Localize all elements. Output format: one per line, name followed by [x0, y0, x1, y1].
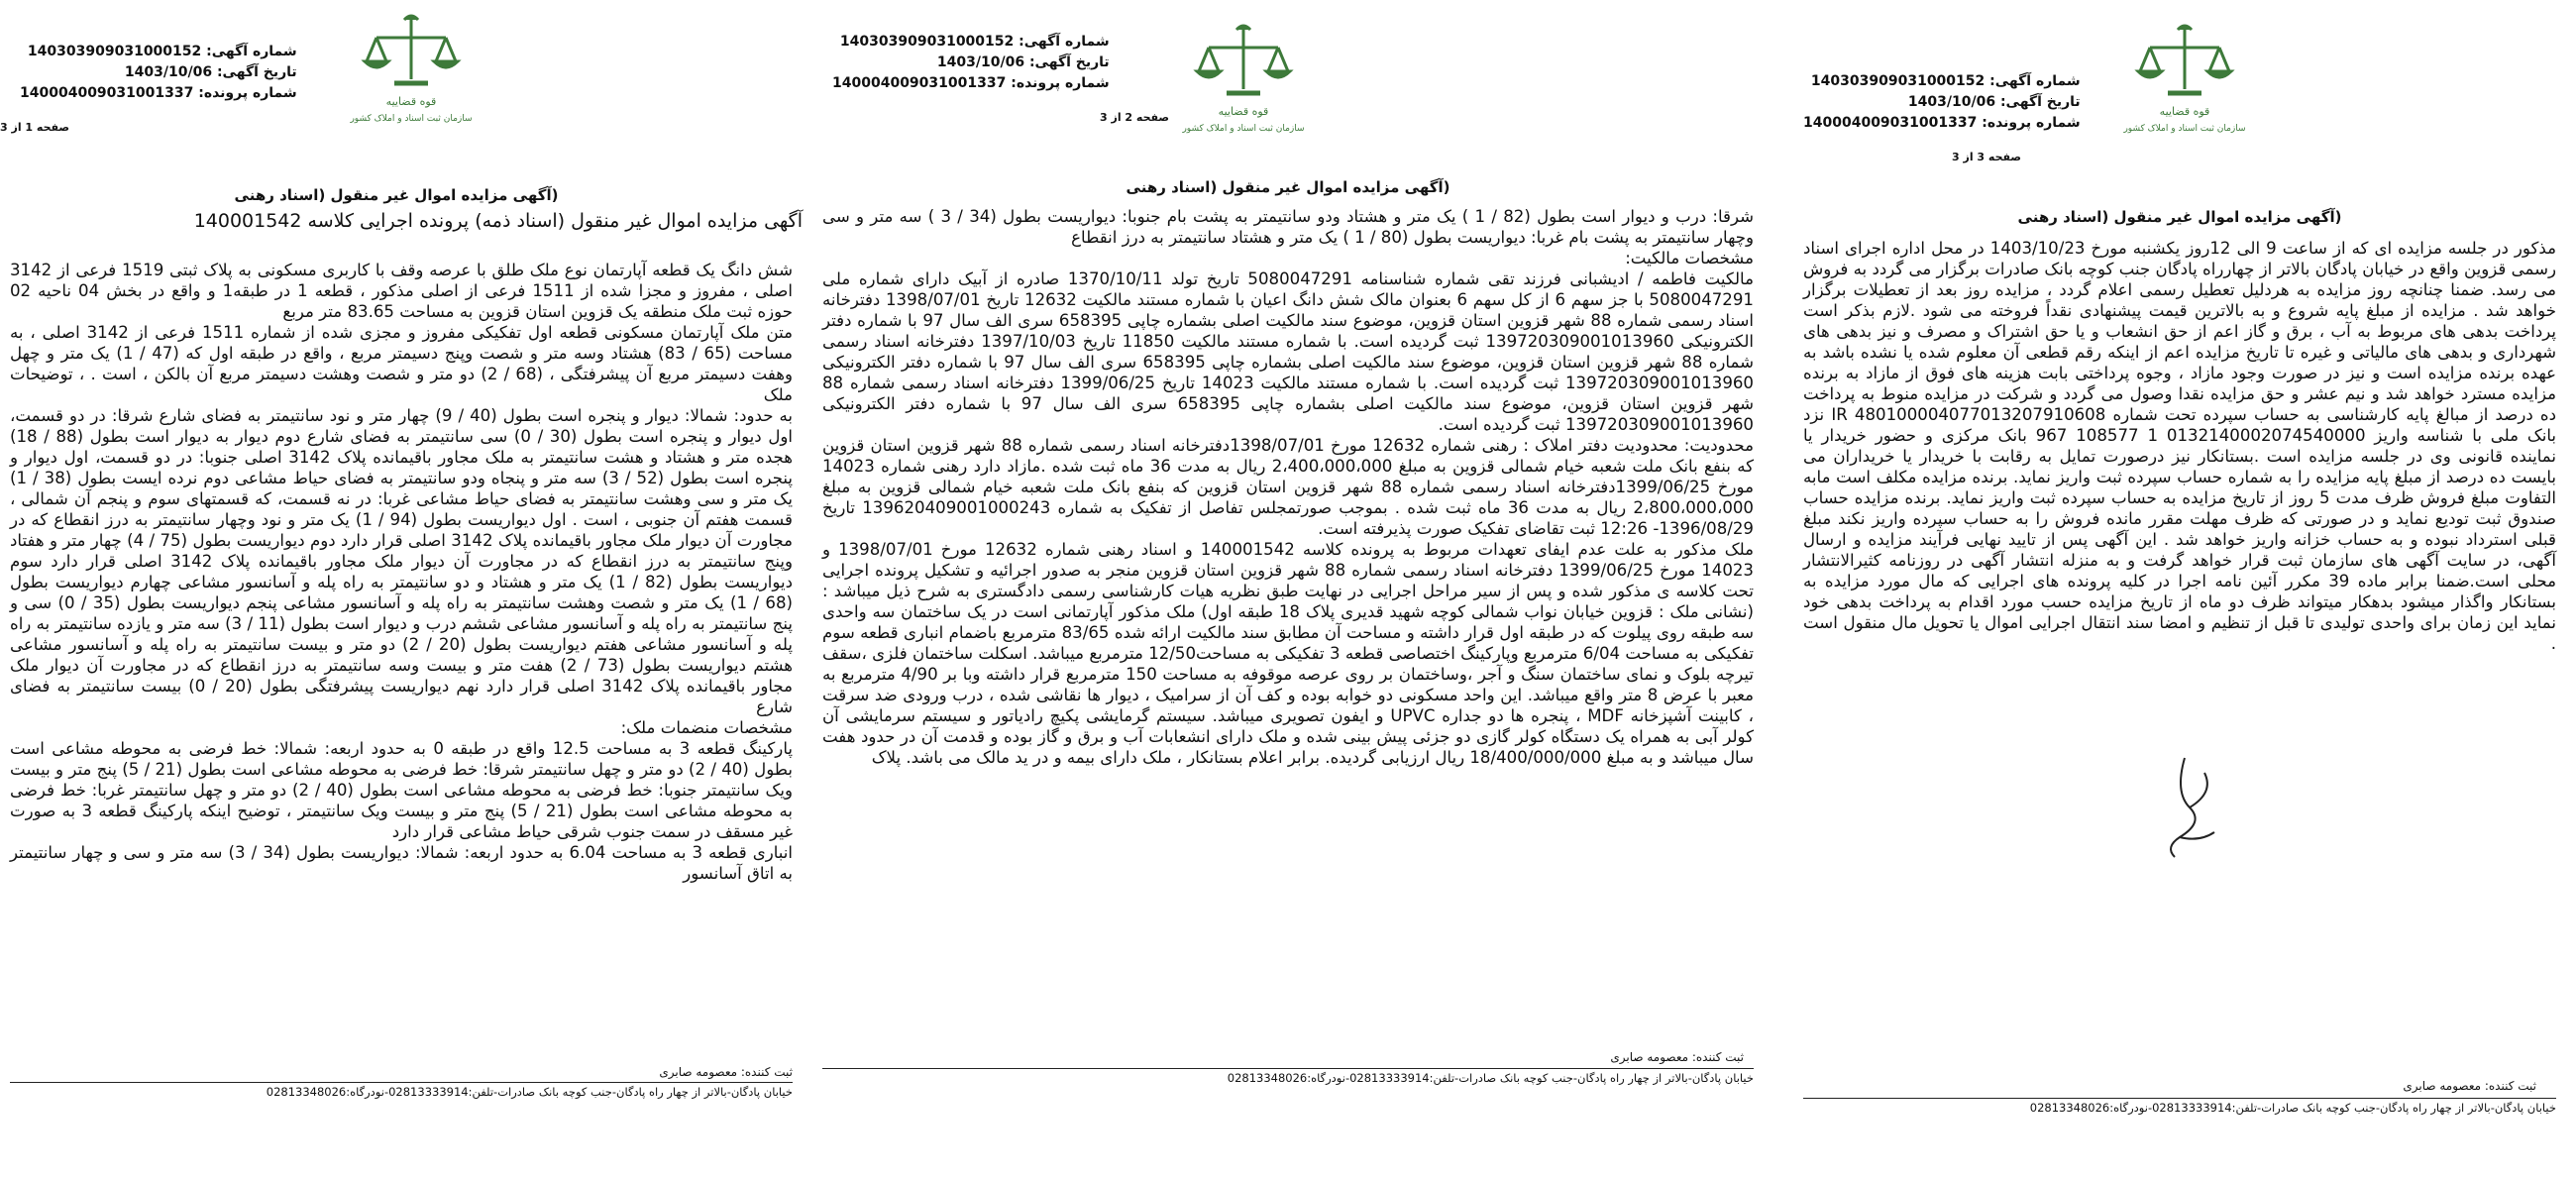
notice-heading: (آگهی مزایده اموال غیر منقول (اسناد رهنی — [234, 186, 559, 204]
logo-caption-top: قوه قضاییه — [385, 95, 437, 108]
page-number: صفحه 2 از 3 — [1100, 111, 1170, 124]
ad-number: شماره آگهی: 140303909031000152 — [1810, 73, 2081, 89]
notice-body: مذکور در جلسه مزایده ای که از ساعت 9 الی 12روز یکشنبه مورخ 1403/10/23 در محل اداره اجرای اسناد رسمی قزوین واقع در خیابان پادگان بالاتر از چهارراه پادگان جنب کوچه بانک صادرات برگزار می گردد به فروش می رسد. ضمنا چنانچه روز مزایده به هردلیل تعطیل رسمی اعلام گردد ، مزایده روز بعد از تعطیلات برگزار خواهد شد . مزایده از مبلغ پایه شروع و به بالاترین قیمت پیشنهادی نقداً فروخته می شود .لازم بذکر است پرداخت بدهی های مربوط به آب ، برق و گاز اعم از حق انشعاب و یا حق اشتراک و مصرف و نیز بدهی های شهرداری و بدهی های مالیاتی و غیره تا تاریخ مزایده اعم از اینکه رقم قطعی آن معلوم شده یا نشده باشد به عهده برنده مزایده است و نیز در صورت وجود مازاد ، وجوه پرداختی بابت هزینه های فوق از مازاد به برنده مزایده مسترد خواهد شد و نیم عشر و حق مزایده نقدا وصول می گردد و شرکت در مزایده منوط به پرداخت ده درصد از مبالغ پایه کارشناسی به حساب سپرده تحت شماره IR 480100004077013207910608 نزد بانک ملی با شناسه واریز 0132140002074540000 1 108577 967 بانک مرکزی و حضور خریدار یا نماینده قانونی وی در جلسه مزایده است .بستانکار نیز درصورت تمایل به رقابت با خریدار یا خریداران می بایست ده درصد از مبلغ پایه مزایده را به شماره حساب سپرده ثبت واریز نماید. برنده مزایده مکلف است مابه التفاوت مبلغ فروش ظرف مدت 5 روز از تاریخ مزایده به حساب سپرده ثبت واریز نماید. برنده مزایده حساب صندوق ثبت تودیع نماید و در صورتی که ظرف مهلت مقرر مانده فروش را به حساب سپرده واریز نکند مبلغ قبلی استرداد نبوده و به حساب خزانه واریز خواهد شد . این آگهی پس از تایید نهایی فرآیند مزایده و ارسال آگهی، در سایت آگهی های سازمان ثبت قرار خواهد گرفت و به منزله انتشار آگهی در روزنامه کثیرالانتشار محلی است.ضمنا برابر ماده 39 مکرر آئین نامه اجرا در کلیه پرونده های اجرایی که مال مورد مزایده به بستانکار واگذار میشود بدهکار میتواند ظرف دو ماه از تاریخ مزایده حسب مورد اقدام به پرداخت بدهی خود نماید این زمان برای واحدی تولیدی تا قبل از تنظیم و امضا سند انتقال اجرایی اموال یا تحویل مال منقول است . — [1797, 239, 2557, 653]
footer-address: خیابان پادگان-بالاتر از چهار راه پادگان-جنب کوچه بانک صادرات-تلفن:02813333914-نودرگاه:02813348026 — [1803, 1098, 2556, 1115]
scales-emblem-icon — [1179, 20, 1308, 139]
ad-meta — [1803, 71, 2081, 134]
signer-line: ثبت کننده: معصومه صابری — [659, 1065, 793, 1079]
judiciary-logo — [347, 10, 476, 129]
scales-emblem-icon — [347, 10, 476, 129]
ad-date: تاریخ آگهی: 1403/10/06 — [124, 64, 297, 80]
scales-emblem-icon — [2120, 20, 2249, 139]
ad-meta — [832, 32, 1110, 94]
notice-heading: (آگهی مزایده اموال غیر منقول (اسناد رهنی — [1126, 178, 1450, 196]
signer-line: ثبت کننده: معصومه صابری — [1610, 1050, 1744, 1064]
case-number: شماره پرونده: 140004009031001337 — [832, 75, 1110, 91]
case-number: شماره پرونده: 140004009031001337 — [20, 85, 297, 101]
judiciary-logo — [2120, 20, 2249, 139]
ad-date: تاریخ آگهی: 1403/10/06 — [936, 54, 1110, 70]
ad-number: شماره آگهی: 140303909031000152 — [839, 34, 1110, 50]
page-1 — [1783, 0, 2576, 1179]
notice-body: شش دانگ یک قطعه آپارتمان نوع ملک طلق با عرصه وقف با کاربری مسکونی به پلاک ثبتی 1519 فرعی از 3142 اصلی ، مفروز و مجزا شده از 1511 فرعی از اصلی مذکور ، قطعه 1 در طبقه1 و واقع در بخش 04 ناحیه 02 حوزه ثبت ملک منطقه یک قزوین استان قزوین به مساحت 83.65 متر مربع متن ملک آپارتمان مسکونی قطعه اول تفکیکی مفروز و مجزی شده از شماره 1511 فرعی از 3142 اصلی ، به مساحت (65 / 83) هشتاد وسه متر و شصت وپنج دسیمتر مربع ، واقع در طبقه اول که (47 / 1) یک متر و چهل وهفت دسیمتر مربع آن پیشرفتگی ، (68 / 2) دو متر و شصت وهشت دسیمتر مربع آن بالکن ، است . ، توضیحات ملک به حدود: شمالا: دیوار و پنجره است بطول (40 / 9) چهار متر و نود سانتیمتر به فضای شارع شرقا: در دو قسمت، اول دیوار و پنجره است بطول (30 / 0) سی سانتیمتر به فضای شارع دوم دیوار به دیوار است بطول (88 / 18) هجده متر و هشتاد و هشت سانتیمتر به ملک مجاور باقیمانده پلاک 3142 اصلی جنوبا: در دو قسمت، اول دیوار و پنجره است بطول (52 / 3) سه متر و پنجاه ودو سانتیمتر به فضای حیاط مشاعی دوم نرده ایست بطول (38 / 1) یک متر و سی وهشت سانتیمتر به فضای حیاط مشاعی غربا: در نه قسمت، که قسمتهای سوم و پنجم آن شمالی ، قسمت هفتم آن جنوبی ، است . اول دیواریست بطول (94 / 1) یک متر و نود وچهار سانتیمتر به درز انقطاع که در مجاورت آن دیوار ملک مجاور باقیمانده پلاک 3142 اصلی قرار دارد دوم دیواریست بطول (75 / 4) چهار متر و هفتاد وپنج سانتیمتر به درز انقطاع که در مجاورت آن دیوار ملک مجاور باقیمانده پلاک 3142 اصلی قرار دارد سوم دیواریست بطول (82 / 1) یک متر و هشتاد و دو سانتیمتر به راه پله و آسانسور مشاعی چهارم دیواریست بطول (68 / 1) یک متر و شصت وهشت سانتیمتر به راه پله و آسانسور مشاعی پنجم دیواریست بطول (35 / 0) سی و پنج سانتیمتر به راه پله و آسانسور مشاعی ششم درب و دیوار است بطول (11 / 3) سه متر و یازده سانتیمتر به راه پله و آسانسور مشاعی هفتم دیواریست بطول (20 / 2) دو متر و بیست سانتیمتر به راه پله و آسانسور مشاعی هشتم دیواریست بطول (73 / 2) هفت متر و بیست وسه سانتیمتر به درز انقطاع که در مجاورت آن دیوار ملک مجاور باقیمانده پلاک 3142 اصلی قرار دارد نهم دیواریست پیشرفتگی بطول (20 / 0) بیست سانتیمتر به فضای شارع مشخصات منضمات ملک: پارکینگ قطعه 3 به مساحت 12.5 واقع در طبقه 0 به حدود اربعه: شمالا: خط فرضی به محوطه مشاعی است بطول (40 / 2) دو متر و چهل سانتیمتر شرقا: خط فرضی به محوطه مشاعی است بطول (21 / 5) پنج متر و بیست ویک سانتیمتر جنوبا: خط فرضی به محوطه مشاعی است بطول (40 / 2) دو متر و چهل سانتیمتر غربا: خط فرضی به محوطه مشاعی است بطول (21 / 5) پنج متر و بیست ویک سانتیمتر ، توضیح اینکه پارکینگ قطعه 3 به صورت غیر مسقف در سمت جنوب شرقی حیاط مشاعی قرار دارد انباری قطعه 3 به مساحت 6.04 به حدود اربعه: شمالا: دیواریست بطول (34 / 3) سه متر و سی و چهار سانتیمتر به اتاق آسانسور — [10, 261, 794, 883]
footer-address: خیابان پادگان-بالاتر از چهار راه پادگان-جنب کوچه بانک صادرات-تلفن:02813333914-نودرگاه:02813348026 — [10, 1082, 793, 1099]
judiciary-logo — [1179, 20, 1308, 139]
logo-caption-bottom: سازمان ثبت اسناد و املاک کشور — [2123, 124, 2246, 134]
notice-heading: (آگهی مزایده اموال غیر منقول (اسناد رهنی — [2017, 208, 2342, 226]
ad-number: شماره آگهی: 140303909031000152 — [27, 44, 297, 59]
notice-subheading: آگهی مزایده اموال غیر منقول (اسناد ذمه) پرونده اجرایی کلاسه 140001542 — [193, 210, 803, 232]
footer-address: خیابان پادگان-بالاتر از چهار راه پادگان-جنب کوچه بانک صادرات-تلفن:02813333914-نودرگاه:02813348026 — [822, 1068, 1754, 1085]
handwritten-signature — [2145, 753, 2234, 862]
logo-caption-bottom: سازمان ثبت اسناد و املاک کشور — [1182, 124, 1305, 134]
signer-line: ثبت کننده: معصومه صابری — [2403, 1079, 2536, 1093]
page-number: صفحه 3 از 3 — [1952, 151, 2022, 163]
notice-body: شرقا: درب و دیوار است بطول (82 / 1 ) یک متر و هشتاد ودو سانتیمتر به پشت بام جنوبا: دیواریست بطول (34 / 3 ) سه متر و سی وچهار سانتیمتر به پشت بام غربا: دیواریست بطول (80 / 1 ) یک متر و هشتاد سانتیمتر به درز انقطاع مشخصات مالکیت: مالکیت فاطمه / ادیشبانی فرزند تقی شماره شناسنامه 5080047291 تاریخ تولد 1370/10/11 صادره از آبیک دارای شماره ملی 5080047291 با جز سهم 6 از کل سهم 6 بعنوان مالک شش دانگ اعیان با شماره مستند مالکیت 12632 تاریخ 1398/07/01 دفترخانه اسناد رسمی شماره 88 شهر قزوین استان قزوین، موضوع سند مالکیت اصلی بشماره چاپی 658395 سری الف سال 97 با شماره دفتر الکترونیکی 139720309001013960 ثبت گردیده است. با شماره مستند مالکیت 11850 تاریخ 1397/10/03 دفترخانه اسناد رسمی شماره 88 شهر قزوین استان قزوین، موضوع سند مالکیت اصلی بشماره چاپی 658395 سری الف سال 97 با شماره دفتر الکترونیکی 139720309001013960 ثبت گردیده است. با شماره مستند مالکیت 14023 تاریخ 1399/06/25 دفترخانه اسناد رسمی شماره 88 شهر قزوین استان قزوین، موضوع سند مالکیت اصلی بشماره چاپی 658395 سری الف سال 97 با شماره دفتر الکترونیکی 139720309001013960 ثبت گردیده است. محدودیت: محدودیت دفتر املاک : رهنی شماره 12632 مورخ 1398/07/01دفترخانه اسناد رسمی شماره 88 شهر قزوین استان قزوین که بنفع بانک ملت شعبه خیام شمالی قزوین به مبلغ 2،400،000،000 ریال به مدت 36 ماه ثبت شده .مازاد دارد رهنی شماره 14023 مورخ 1399/06/25دفترخانه اسناد رسمی شماره 88 شهر قزوین استان قزوین که بنفع بانک ملت شعبه خیام شمالی قزوین به مبلغ 2،800،000،000 ریال به مدت 36 ماه ثبت شده . بموجب صورتمجلس تفاصل از تفکیک به شماره 139620409001000243 تاریخ 1396/08/29- 12:26 ثبت تقاضای تفکیک صورت پذیرفته است. ملک مذکور به علت عدم ایفای تعهدات مربوط به پرونده کلاسه 140001542 و اسناد رهنی شماره 12632 مورخ 1398/07/01 و 14023 مورخ 1399/06/25 دفترخانه اسناد رسمی شماره 88 شهر قزوین استان قزوین منجر به صدور اجرائیه و تشکیل پرونده اجرایی تحت کلاسه ی مذکور شده و پس از سیر مراحل اجرایی در نهایت طبق نظریه هیات کارشناسی رسمی دادگستری به شرح ذیل میباشد : (نشانی ملک : قزوین خیابان نواب شمالی کوچه شهید قدیری پلاک 18 طبقه اول) ملک مذکور آپارتمانی است در یک ساختمان سه واحدی سه طبقه روی پیلوت که در طبقه اول قرار داشته و مساحت آن مطابق سند مالکیت ارائه شده 83/65 مترمربع باضمام انباری قطعه سوم تفکیکی به مساحت 6/04 مترمربع وپارکینگ اختصاصی قطعه 3 تفکیکی به مساحت12/50 مترمربع میباشد. اسکلت ساختمان فلزی ،سقف تیرچه بلوک و نمای ساختمان سنگ و آجر ،وساختمان بر روی عرصه موقوفه به مساحت 150 مترمربع قرار داشته وبا بر 4/90 مترمربع به معبر با عرض 8 متر واقع میباشد. این واحد مسکونی دو خوابه بوده و کف آن از سرامیک ، دیوار ها نقاشی شده ، درب ورودی ضد سرقت ، کابینت آشپزخانه MDF ، پنجره ها دو جداره UPVC و ایفون تصویری میباشد. سیستم گرمایشی پکیچ رادیاتور و سیستم سرمایشی آن کولر آبی به همراه یک دستگاه کولر گازی دو جزئی پیش بینی شده و ملک دارای انشعابات آب و برق و گاز بوده و قدمت آن در حدود هفت سال میباشد و به مبلغ 18/400/000/000 ریال ارزیابی گردیده. برابر اعلام بستانکار ، ملک دارای بیمه و در ید مالک می باشد. پلاک — [822, 207, 1755, 767]
page-2 — [812, 0, 1764, 1179]
page-number: صفحه 1 از 3 — [0, 121, 70, 134]
logo-caption-bottom: سازمان ثبت اسناد و املاک کشور — [350, 114, 473, 124]
ad-meta — [20, 42, 297, 104]
logo-caption-top: قوه قضاییه — [1218, 105, 1269, 118]
case-number: شماره پرونده: 140004009031001337 — [1803, 115, 2081, 131]
logo-caption-top: قوه قضاییه — [2159, 105, 2210, 118]
ad-date: تاریخ آگهی: 1403/10/06 — [1907, 94, 2081, 110]
page-3 — [0, 0, 803, 1179]
